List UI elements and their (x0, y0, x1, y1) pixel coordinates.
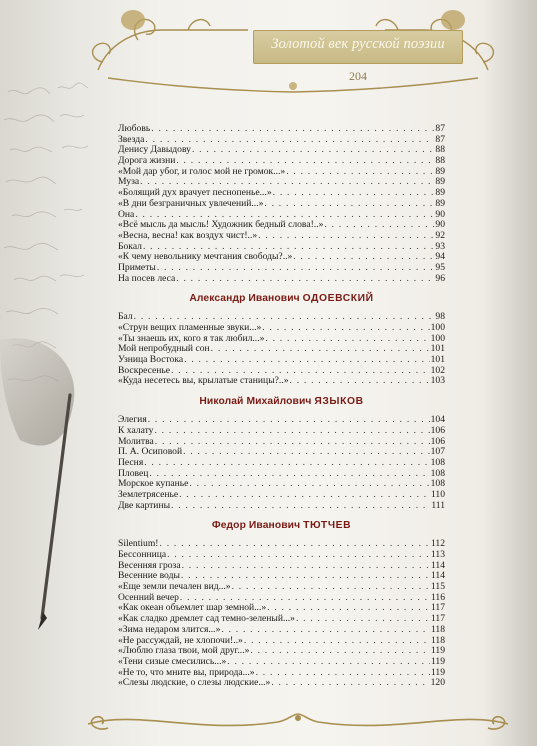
dot-leader (232, 582, 430, 593)
dot-leader (324, 220, 434, 231)
dot-leader (244, 636, 430, 647)
toc-entry-page: 94 (435, 251, 445, 263)
toc-entry[interactable] (118, 167, 445, 178)
footer-flourish-icon (78, 704, 518, 744)
toc-entry-page: 106 (430, 435, 445, 447)
toc-entry[interactable] (118, 426, 445, 437)
toc-entry-title: Денису Давыдову (118, 144, 191, 156)
toc-entry[interactable] (118, 657, 445, 668)
toc-entry-page: 98 (435, 311, 445, 323)
dot-leader (182, 561, 430, 572)
dot-leader (296, 614, 430, 625)
toc-entry-title: Silentium! (118, 538, 159, 550)
toc-entry-title: «Как океан объемлет шар земной...» (118, 602, 267, 614)
toc-entry[interactable] (118, 274, 445, 285)
toc-entry-title: Элегия (118, 414, 147, 426)
toc-entry-title: Узница Востока (118, 354, 184, 366)
toc-entry-title: Весенние воды (118, 570, 180, 582)
toc-entry-page: 108 (430, 478, 445, 490)
dot-leader (151, 124, 434, 135)
toc-entry-page: 92 (435, 229, 445, 241)
toc-entry-title: «Еще земли печален вид...» (118, 581, 231, 593)
toc-entry-title: Дорога жизни (118, 155, 176, 167)
toc-entry-page: 88 (435, 144, 445, 156)
toc-entry-page: 96 (435, 272, 445, 284)
author-last-name: ТЮТЧЕВ (303, 520, 352, 532)
toc-entry-page: 114 (430, 559, 445, 571)
toc-entry-title: Песня (118, 456, 144, 468)
toc-entry-page: 120 (430, 677, 445, 689)
toc-entry-page: 87 (435, 133, 445, 145)
quill-pen-decoration (0, 300, 95, 630)
dot-leader (155, 437, 430, 448)
toc-entry[interactable] (118, 539, 445, 550)
dot-leader (189, 479, 429, 490)
toc-entry-page: 102 (430, 364, 445, 376)
dot-leader (160, 539, 430, 550)
toc-entry-title: Морское купанье (118, 478, 189, 490)
toc-entry[interactable] (118, 231, 445, 242)
toc-entry-title: «Не рассуждай, не хлопочи!..» (118, 634, 243, 646)
toc-entry-page: 89 (435, 187, 445, 199)
author-last-name: ОДОЕВСКИЙ (302, 293, 374, 305)
toc-entry[interactable] (118, 124, 445, 135)
dot-leader (176, 274, 434, 285)
dot-leader (184, 355, 429, 366)
author-heading (118, 511, 445, 539)
dot-leader (256, 668, 430, 679)
toc-entry-title: Осенний вечер (118, 591, 179, 603)
toc-entry[interactable] (118, 415, 445, 426)
toc-entry[interactable] (118, 678, 445, 689)
toc-entry-title: «Слезы людские, о слезы людские...» (118, 677, 271, 689)
toc-entry[interactable] (118, 501, 445, 512)
toc-entry-title: «Весна, весна! как воздух чист!..» (118, 229, 258, 241)
toc-entry-title: «Струн вещих пламенные звуки...» (118, 322, 262, 333)
toc-entry-title: Пловец (118, 467, 149, 479)
toc-entry-title: «Куда несетесь вы, крылатые станицы?..» (118, 375, 289, 387)
dot-leader (290, 376, 430, 387)
toc-entry-title: Мой непробудный сон (118, 343, 210, 355)
dot-leader (179, 490, 430, 501)
toc-entry-page: 89 (435, 197, 445, 209)
header-ornament (78, 0, 508, 95)
dot-leader (149, 469, 429, 480)
toc-entry-title: «Как сладко дремлет сад темно-зеленый...» (118, 613, 295, 625)
dot-leader (264, 199, 434, 210)
author-first-name: Федор Иванович (211, 520, 301, 532)
author-first-name: Александр Иванович (189, 293, 300, 305)
toc-entry-title: Муза (118, 176, 140, 188)
toc-entry-title: К халату (118, 424, 154, 436)
toc-entry-title: Бокал (118, 240, 142, 252)
toc-entry-title: Землетрясенье (118, 488, 179, 500)
toc-entry-title: «К чему невольнику мечтания свободы?..» (118, 251, 293, 263)
toc-entry-title: Воскресенье (118, 364, 171, 376)
toc-entry-title: «Болящий дух врачует песнопенье...» (118, 187, 272, 199)
toc-entry[interactable] (118, 376, 445, 387)
toc-entry-page: 108 (430, 467, 445, 479)
dot-leader (221, 625, 430, 636)
dot-leader (148, 415, 430, 426)
toc-entry-page: 114 (430, 570, 445, 582)
toc-entry[interactable] (118, 252, 445, 263)
page-number: 204 (349, 69, 367, 83)
dot-leader (171, 501, 430, 512)
toc-entry-title: Звезда (118, 133, 145, 145)
toc-entry[interactable] (118, 199, 445, 210)
toc-entry-page: 106 (430, 424, 445, 436)
toc-entry-page: 88 (435, 155, 445, 167)
toc-entry-title: «Не то, что мните вы, природа...» (118, 666, 255, 678)
toc-entry-title: «Всё мысль да мысль! Художник бедный слова!..» (118, 219, 324, 231)
toc-entry-page: 117 (430, 613, 445, 625)
dot-leader (286, 167, 434, 178)
table-of-contents (118, 124, 445, 689)
toc-entry-title: Бал (118, 311, 133, 323)
dot-leader (227, 657, 430, 668)
toc-entry-title: Она (118, 208, 135, 220)
toc-entry[interactable] (118, 625, 445, 636)
footer-ornament (78, 704, 518, 744)
toc-entry-title: «Зима недаром злится...» (118, 623, 221, 635)
dot-leader (273, 188, 435, 199)
toc-entry-page: 113 (430, 549, 445, 560)
toc-entry-page: 118 (430, 623, 445, 635)
toc-entry-page: 119 (430, 645, 445, 657)
toc-entry[interactable] (118, 458, 445, 469)
toc-entry-title: «Мой дар убог, и голос мой не громок...» (118, 165, 286, 177)
dot-leader (258, 231, 434, 242)
toc-entry-title: Приметы (118, 261, 156, 273)
toc-entry-page: 108 (430, 456, 445, 468)
toc-entry-page: 111 (431, 499, 445, 511)
toc-entry-page: 112 (430, 538, 445, 550)
dot-leader (157, 263, 435, 274)
toc-entry-page: 117 (430, 602, 445, 614)
book-series-title: Золотой век русской поэзии (271, 36, 445, 52)
toc-entry-title: «Ты знаешь их, кого я так любил...» (118, 332, 265, 344)
toc-entry-title: П. А. Осиповой (118, 446, 183, 458)
toc-entry-page: 104 (430, 414, 445, 426)
toc-entry-title: Молитва (118, 435, 154, 447)
toc-entry-title: «В дни безграничных увлечений...» (118, 197, 264, 209)
toc-entry-page: 110 (430, 488, 445, 500)
toc-entry-title: «Тени сизые смесились...» (118, 655, 227, 667)
toc-entry-title: Любовь (118, 123, 151, 134)
dot-leader (183, 447, 430, 458)
dot-leader (167, 550, 430, 561)
dot-leader (154, 426, 429, 437)
toc-entry-page: 115 (430, 581, 445, 593)
dot-leader (271, 678, 429, 689)
author-last-name: ЯЗЫКОВ (314, 396, 364, 408)
toc-entry-page: 89 (435, 165, 445, 177)
author-heading (118, 284, 445, 312)
dot-leader (262, 323, 429, 334)
toc-entry-page: 89 (435, 176, 445, 188)
toc-entry-page: 101 (430, 354, 445, 366)
toc-entry-title: На посев леса (118, 272, 176, 284)
toc-entry-page: 100 (430, 322, 445, 333)
toc-entry-page: 90 (435, 219, 445, 231)
toc-entry-page: 90 (435, 208, 445, 220)
toc-entry-page: 118 (430, 634, 445, 646)
toc-entry-page: 87 (435, 123, 445, 134)
toc-entry-title: Весенняя гроза (118, 559, 181, 571)
toc-entry-page: 93 (435, 240, 445, 252)
dot-leader (192, 145, 434, 156)
toc-entry-page: 119 (430, 655, 445, 667)
toc-entry-title: Бессонница (118, 549, 167, 560)
toc-entry-title: «Люблю глаза твои, мой друг...» (118, 645, 250, 657)
toc-entry-title: Две картины (118, 499, 171, 511)
dot-leader (144, 458, 429, 469)
toc-entry-page: 107 (430, 446, 445, 458)
dot-leader (211, 344, 430, 355)
author-heading (118, 387, 445, 415)
toc-entry-page: 103 (430, 375, 445, 387)
toc-entry-page: 100 (430, 332, 445, 344)
toc-entry-page: 101 (430, 343, 445, 355)
toc-entry-page: 119 (430, 666, 445, 678)
toc-entry-page: 95 (435, 261, 445, 273)
author-first-name: Николай Михайлович (199, 396, 312, 408)
dot-leader (250, 646, 430, 657)
toc-entry-page: 116 (430, 591, 445, 603)
dot-leader (293, 252, 434, 263)
dot-leader (265, 334, 429, 345)
toc-entry[interactable] (118, 447, 445, 458)
